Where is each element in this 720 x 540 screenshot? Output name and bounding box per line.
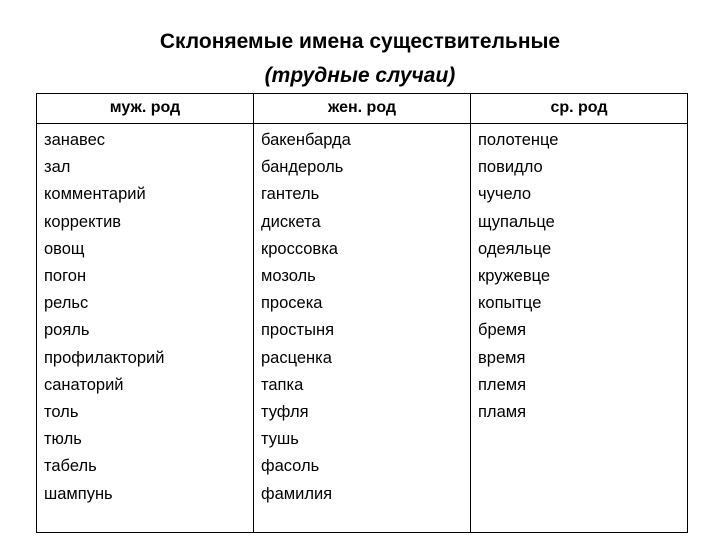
word-list-masculine <box>44 127 253 508</box>
header-neuter: ср. род <box>471 94 687 124</box>
list-item: чучело <box>478 185 532 204</box>
page-title: Склоняемые имена существительные <box>159 30 561 53</box>
list-item: гантель <box>261 185 320 204</box>
list-item: занавес <box>44 131 106 149</box>
page-subtitle: (трудные случаи) <box>264 64 456 87</box>
list-item: одеяльце <box>478 239 552 258</box>
list-item: табель <box>44 457 97 476</box>
list-item: время <box>478 348 526 367</box>
list-item: профилакторий <box>44 348 165 367</box>
list-item: копытце <box>478 294 542 313</box>
list-item: бакенбарда <box>261 131 351 149</box>
list-item: туфля <box>261 403 309 422</box>
nouns-table <box>36 93 688 533</box>
list-item: тюль <box>44 430 82 449</box>
list-item: погон <box>44 267 87 286</box>
list-item: овощ <box>44 239 85 258</box>
list-item: просека <box>261 294 323 313</box>
list-item: комментарий <box>44 185 146 204</box>
list-item: повидло <box>478 158 543 177</box>
list-item: мозоль <box>261 267 316 286</box>
list-item: рояль <box>44 321 90 340</box>
column-neuter <box>471 124 687 532</box>
list-item: корректив <box>44 212 122 231</box>
list-item: шампунь <box>44 484 113 503</box>
word-list-feminine <box>261 127 470 508</box>
list-item: полотенце <box>478 131 559 149</box>
header-masculine: муж. род <box>37 94 254 124</box>
list-item: кружевце <box>478 267 551 286</box>
list-item: толь <box>44 403 79 422</box>
list-item: племя <box>478 375 527 394</box>
list-item: пламя <box>478 403 527 422</box>
list-item: простыня <box>261 321 335 340</box>
list-item: фамилия <box>261 484 333 503</box>
list-item: бремя <box>478 321 527 340</box>
list-item: бандероль <box>261 158 344 177</box>
list-item: тапка <box>261 375 304 394</box>
header-feminine: жен. род <box>254 94 471 124</box>
word-list-neuter <box>478 127 687 426</box>
list-item: дискета <box>261 212 321 231</box>
list-item: тушь <box>261 430 299 449</box>
list-item: зал <box>44 158 71 177</box>
list-item: щупальце <box>478 212 555 231</box>
list-item: фасоль <box>261 457 320 476</box>
list-item: санаторий <box>44 375 124 394</box>
column-masculine <box>37 124 254 532</box>
list-item: рельс <box>44 294 89 313</box>
column-feminine <box>254 124 471 532</box>
list-item: кроссовка <box>261 239 338 258</box>
list-item: расценка <box>261 348 332 367</box>
